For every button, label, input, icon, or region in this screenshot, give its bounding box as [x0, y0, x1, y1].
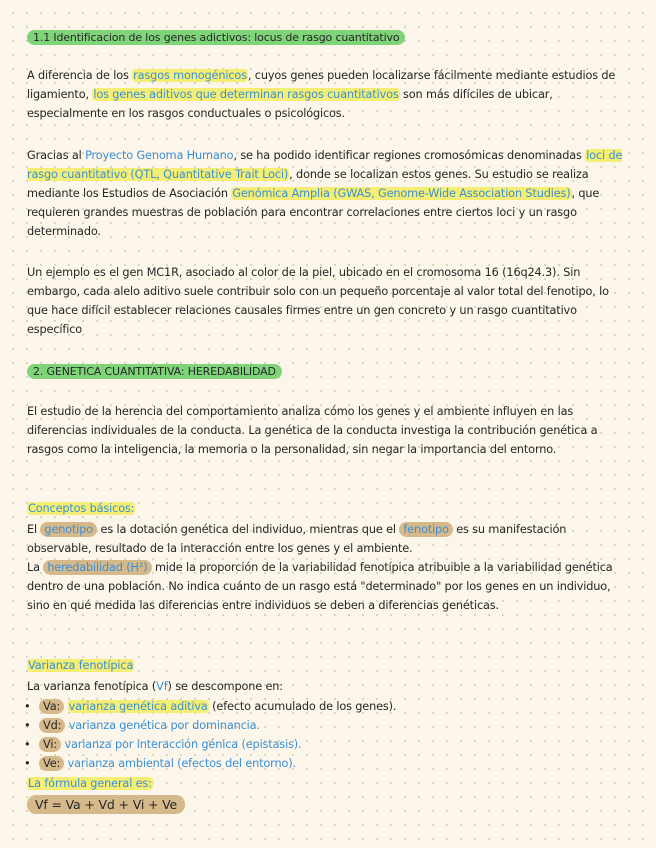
list-item: • Vd: varianza genética por dominancia. — [25, 716, 633, 735]
formula: Vf = Va + Vd + Vi + Ve — [27, 795, 185, 814]
paragraph-genoma: Gracias al Proyecto Genoma Humano, se ha podido identificar regiones cromosómicas denominadas loci de rasgo cuantitativo (QTL, Quantitative Trait Loci), donde se localizan estos genes. Su estudio se realiza mediante los Estudios de Asociación Genómica Amplia (GWAS, Genome-Wide Association Studies), que requieren grandes muestras de población para encontrar correlaciones entre ciertos loci y un rasgo determinado. — [27, 149, 623, 238]
term-genotipo: genotipo — [40, 522, 97, 537]
formula-block — [27, 795, 633, 815]
formula-heading: La fórmula general es: — [28, 777, 152, 790]
term-fenotipo: fenotipo — [399, 522, 452, 537]
highlight-gwas: Genómica Amplia (GWAS, Genome-Wide Association Studies) — [232, 187, 571, 200]
varianza-list — [27, 697, 633, 773]
conceptos-heading: Conceptos básicos: — [28, 502, 135, 515]
section-heading-1 — [27, 28, 633, 47]
list-item: • Vi: varianza por interacción génica (epistasis). — [25, 735, 633, 754]
term-heredabilidad: heredabilidad (H²) — [43, 560, 151, 575]
varianza-heading: Varianza fenotípica — [28, 659, 134, 672]
section-title-1: 1.1 Identificacion de los genes adictivos: locus de rasgo cuantitativo — [27, 30, 405, 45]
list-item: • Ve: varianza ambiental (efectos del entorno). — [25, 754, 633, 773]
paragraph-mc1r: Un ejemplo es el gen MC1R, asociado al color de la piel, ubicado en el cromosoma 16 (16q24.3). Sin embargo, cada alelo aditivo suele contribuir solo con un pequeño porcentaje al valor total del fenotipo, lo que hace difícil establecer relaciones causales firmes entre un gen concreto y un rasgo cuantitativo específico — [27, 266, 609, 336]
paragraph-conceptos: El genotipo es la dotación genética del individuo, mientras que el fenotipo es su manifestación observable, resultado de la interacción entre los genes y el ambiente. La heredabilidad (H²) mide la proporción de la variabilidad fenotípica atribuible a la variabilidad genética dentro de una población. No indica cuánto de un rasgo está "determinado" por los genes en un individuo, sino en qué medida las diferencias entre individuos se deben a diferencias genéticas. — [27, 523, 613, 612]
section-heading-2 — [27, 362, 633, 381]
paragraph-herencia: El estudio de la herencia del comportamiento analiza cómo los genes y el ambiente influyen en las diferencias individuales de la conducta. La genética de la conducta investiga la contribución genética a rasgos como la inteligencia, la memoria o la personalidad, sin negar la importancia del entorno. — [27, 405, 598, 456]
highlight-loci: loci de rasgo cuantitativo (QTL, Quantitative Trait Loci) — [27, 149, 623, 181]
link-proyecto-genoma: Proyecto Genoma Humano — [85, 149, 234, 162]
highlight-genes-aditivos: los genes aditivos que determinan rasgos cuantitativos — [93, 88, 399, 101]
paragraph-monogenic: A diferencia de los rasgos monogénicos, cuyos genes pueden localizarse fácilmente mediante estudios de ligamiento, los genes aditivos que determinan rasgos cuantitativos son más difíciles de ubicar, especialmente en los rasgos conductuales o psicológicos. — [27, 69, 616, 120]
highlight-rasgos-monogenicos: rasgos monogénicos — [133, 69, 247, 82]
varianza-intro: La varianza fenotípica (Vf) se descompone en: — [27, 680, 283, 693]
term-vf: Vf — [156, 680, 168, 693]
section-title-2: 2. GENETICA CUANTITATIVA: HEREDABILIDAD — [27, 364, 282, 379]
list-item: • Va: varianza genética aditiva (efecto acumulado de los genes). — [25, 697, 633, 716]
